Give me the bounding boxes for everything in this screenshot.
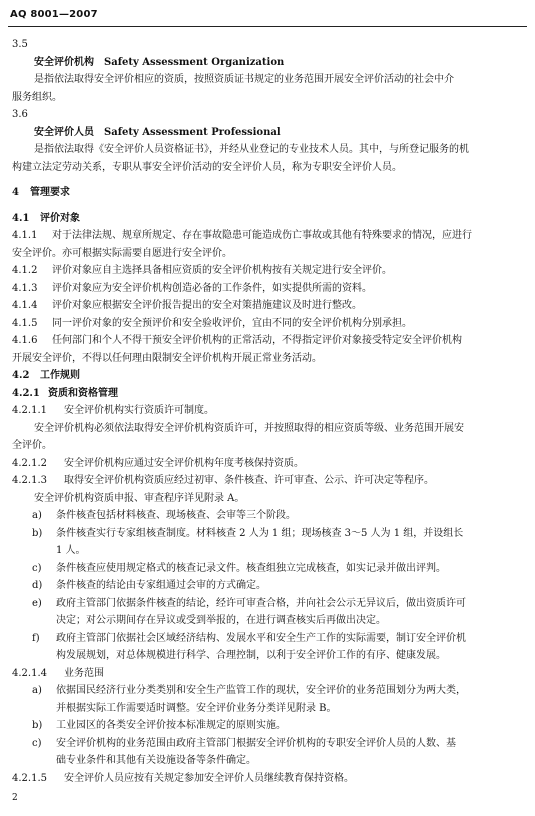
list-label: c) — [32, 737, 42, 749]
clause-text: 业务范围 — [64, 667, 104, 679]
document-body — [12, 36, 524, 787]
list-item-d — [12, 577, 524, 595]
list-label: a) — [32, 685, 42, 696]
list-item-a — [12, 507, 524, 525]
clause-number: 4.2.1.5 — [12, 772, 47, 784]
section-heading-4-1 — [12, 210, 524, 228]
clause-4-1-2 — [12, 262, 524, 280]
list-text: 条件核查的结论由专家组通过会审的方式确定。 — [56, 580, 266, 591]
clause-text: 同一评价对象的安全预评价和安全验收评价，宜由不同的安全评价机构分别承担。 — [52, 317, 412, 329]
clause-number: 4.1.5 — [12, 317, 38, 329]
list-text: 工业园区的各类安全评价按本标准规定的原则实施。 — [56, 720, 286, 731]
list-continuation: 构发展规划，对总体规模进行科学、合理控制，以利于安全评价工作的有序、健康发展。 — [56, 650, 446, 661]
list-label: a) — [32, 510, 42, 521]
clause-4-2-1-5 — [12, 770, 524, 788]
clause-text: 安全评价机构应通过安全评价机构年度考核保持资质。 — [64, 457, 304, 469]
clause-4-1-5 — [12, 315, 524, 333]
clause-number: 4.1.4 — [12, 300, 38, 311]
clause-text: 评价对象应自主选择具备相应资质的安全评价机构按有关规定进行安全评价。 — [52, 265, 392, 276]
definition-line: 是指依法取得《安全评价人员资格证书》，并经从业登记的专业技术人员。其中，与所登记服务的机 — [34, 144, 469, 155]
section-number: 4 — [12, 187, 19, 198]
list-text: 政府主管部门依据社会区域经济结构、发展水平和安全生产工作的实际需要，制订安全评价机 — [56, 632, 466, 644]
section-number: 4.2.1 — [12, 387, 40, 399]
list-text: 政府主管部门依据条件核查的结论，经许可审查合格，并向社会公示无异议后，做出资质许可 — [56, 597, 466, 609]
list-text: 条件核查包括材料核查、现场核查、会审等三个阶段。 — [56, 510, 296, 521]
clause-number: 4.2.1.3 — [12, 475, 47, 486]
section-heading-4 — [12, 184, 524, 202]
clause-number: 4.2.1.1 — [12, 405, 47, 416]
definition-line: 构建立法定劳动关系，专职从事安全评价活动的安全评价人员，称为专职安全评价人员。 — [12, 161, 402, 173]
clause-4-2-1-1 — [12, 402, 524, 420]
list-label: c) — [32, 562, 42, 574]
list-text: 条件核查应使用规定格式的核查记录文件。核查组独立完成核查，如实记录并做出评判。 — [56, 562, 446, 574]
section-title: 工作规则 — [40, 370, 80, 381]
term-cn: 安全评价机构 — [34, 56, 94, 68]
list-item-f — [12, 630, 524, 648]
list-text: 条件核查实行专家组核查制度。材料核查 2 人为 1 组；现场核查 3～5 人为 1 组，并设组长 — [56, 527, 464, 539]
paragraph-line: 全评价。 — [12, 440, 52, 451]
list-continuation: 1 人。 — [56, 545, 86, 556]
clause-title-3-5 — [12, 54, 524, 72]
list-continuation: 础专业条件和其他有关设施设备等条件确定。 — [56, 755, 256, 766]
term-en: Safety Assessment Organization — [104, 56, 285, 68]
clause-text: 评价对象应为安全评价机构创造必备的工作条件，如实提供所需的资料。 — [52, 282, 372, 294]
clause-number-3-6: 3.6 — [12, 109, 28, 120]
clause-number: 4.1.2 — [12, 265, 38, 276]
list-text: 依据国民经济行业分类类别和安全生产监管工作的现状，安全评价的业务范围划分为两大类， — [56, 685, 466, 696]
paragraph-line: 安全评价机构必须依法取得安全评价机构资质许可，并按照取得的相应资质等级、业务范围开展安 — [34, 422, 464, 434]
list-label: d) — [32, 580, 43, 591]
clause-4-1-6 — [12, 332, 524, 350]
clause-text: 评价对象应根据安全评价报告提出的安全对策措施建议及时进行整改。 — [52, 300, 362, 311]
clause-text: 任何部门和个人不得干预安全评价机构的正常活动，不得指定评价对象接受特定安全评价机构 — [52, 335, 462, 346]
clause-4-1-4 — [12, 297, 524, 315]
list-item-c — [12, 735, 524, 753]
paragraph-line: 安全评价机构资质申报、审查程序详见附录 A。 — [34, 492, 245, 504]
list-label: e) — [32, 597, 42, 609]
list-item-a — [12, 682, 524, 700]
clause-text: 安全评价人员应按有关规定参加安全评价人员继续教育保持资格。 — [64, 772, 354, 784]
term-cn: 安全评价人员 — [34, 126, 94, 138]
list-continuation: 决定；对公示期间存在异议或受到举报的，在进行调查核实后再做出决定。 — [56, 615, 386, 626]
section-heading-4-2-1 — [12, 385, 524, 403]
list-continuation: 并根据实际工作需要适时调整。安全评价业务分类详见附录 B。 — [56, 702, 337, 714]
standard-code-header: AQ 8001—2007 — [10, 9, 98, 20]
list-label: b) — [32, 720, 43, 731]
list-item-e — [12, 595, 524, 613]
term-en: Safety Assessment Professional — [104, 126, 281, 138]
page-number: 2 — [12, 793, 18, 803]
list-item-c — [12, 560, 524, 578]
section-number: 4.2 — [12, 370, 30, 381]
list-label: f) — [32, 632, 40, 644]
list-text: 安全评价机构的业务范围由政府主管部门根据安全评价机构的专职安全评价人员的人数、基 — [56, 737, 456, 749]
header-rule — [8, 26, 527, 27]
definition-line: 是指依法取得安全评价相应的资质，按照资质证书规定的业务范围开展安全评价活动的社会中介 — [34, 74, 454, 85]
clause-number: 4.2.1.4 — [12, 667, 47, 679]
clause-text: 对于法律法规、规章所规定、存在事故隐患可能造成伤亡事故或其他有特殊要求的情况，应进行 — [52, 230, 472, 241]
definition-line: 服务组织。 — [12, 91, 62, 103]
clause-number: 4.1.1 — [12, 230, 38, 241]
list-label: b) — [32, 527, 43, 539]
section-title: 评价对象 — [40, 212, 80, 224]
clause-number: 4.1.6 — [12, 335, 38, 346]
section-title: 管理要求 — [30, 187, 70, 198]
section-number: 4.1 — [12, 212, 30, 224]
clause-4-1-3 — [12, 280, 524, 298]
clause-continuation: 安全评价。亦可根据实际需要自愿进行安全评价。 — [12, 247, 232, 259]
clause-text: 取得安全评价机构资质应经过初审、条件核查、许可审查、公示、许可决定等程序。 — [64, 475, 434, 486]
clause-number-3-5: 3.5 — [12, 39, 28, 50]
list-item-b — [12, 717, 524, 735]
section-title: 资质和资格管理 — [48, 387, 118, 399]
clause-title-3-6 — [12, 124, 524, 142]
clause-continuation: 开展安全评价，不得以任何理由限制安全评价机构开展正常业务活动。 — [12, 352, 322, 364]
list-item-b — [12, 525, 524, 543]
section-heading-4-2 — [12, 367, 524, 385]
clause-number: 4.1.3 — [12, 282, 38, 294]
clause-text: 安全评价机构实行资质许可制度。 — [64, 405, 214, 416]
clause-4-2-1-3 — [12, 472, 524, 490]
clause-number: 4.2.1.2 — [12, 457, 47, 469]
clause-4-1-1 — [12, 227, 524, 245]
clause-4-2-1-4 — [12, 665, 524, 683]
clause-4-2-1-2 — [12, 455, 524, 473]
